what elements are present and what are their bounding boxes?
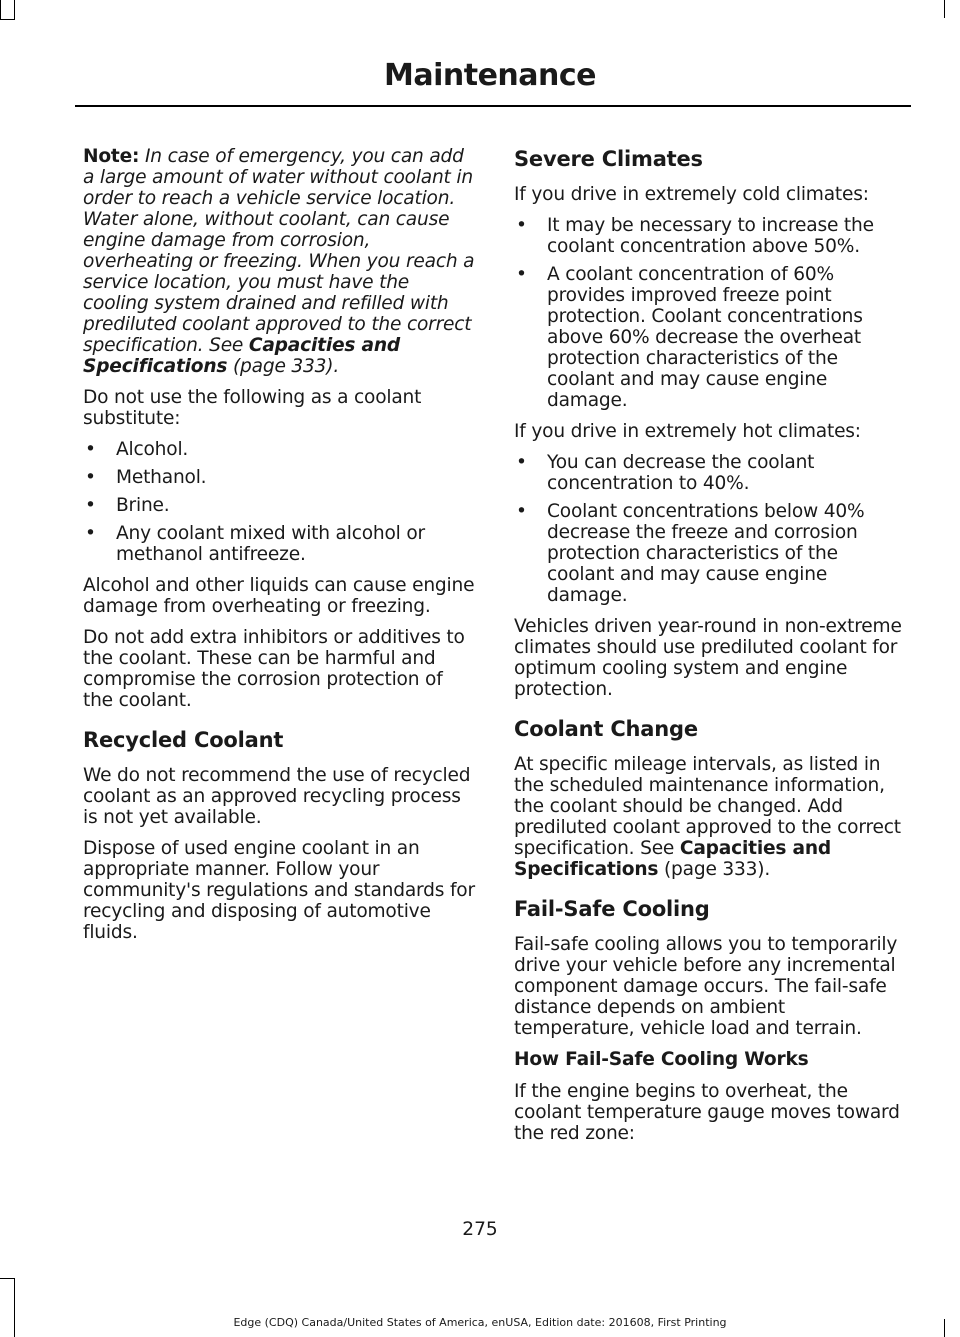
change-paragraph bbox=[514, 754, 906, 880]
hot-list bbox=[514, 452, 906, 606]
list-item: • Any coolant mixed with alcohol or methanol antifreeze. bbox=[83, 523, 475, 565]
list-item: • Coolant concentrations below 40% decrease the freeze and corrosion protection characteristics of the coolant and may cause engine damage. bbox=[514, 501, 906, 606]
right-column bbox=[514, 146, 906, 1154]
dispose-paragraph: Dispose of used engine coolant in an appropriate manner. Follow your community's regulations and standards for recycling and disposing of automotive fluids. bbox=[83, 838, 475, 943]
list-item: • A coolant concentration of 60% provides improved freeze point protection. Coolant concentrations above 60% decrease the overheat protection characteristics of the coolant and may cause engine damage. bbox=[514, 264, 906, 411]
severe-climates-heading: Severe Climates bbox=[514, 147, 703, 171]
substitute-intro: Do not use the following as a coolant substitute: bbox=[83, 387, 422, 429]
alcohol-paragraph: Alcohol and other liquids can cause engine damage from overheating or freezing. bbox=[83, 575, 475, 617]
hot-intro: If you drive in extremely hot climates: bbox=[514, 421, 861, 442]
page-title: Maintenance bbox=[383, 58, 596, 93]
crop-mark bbox=[0, 1278, 15, 1279]
left-column bbox=[83, 146, 475, 953]
fail-safe-paragraph: Fail-safe cooling allows you to temporarily drive your vehicle before any incremental component damage occurs. The fail-safe distance depends on ambient temperature, vehicle load and terrain. bbox=[514, 934, 898, 1039]
crop-mark bbox=[0, 0, 1, 20]
inhibitors-paragraph: Do not add extra inhibitors or additives to the coolant. These can be harmful and compromise the corrosion protection of the coolant. bbox=[83, 627, 465, 711]
note-label: Note: bbox=[83, 146, 140, 167]
capacities-link[interactable]: Capacities and Specifications bbox=[83, 335, 401, 377]
substitute-list bbox=[83, 439, 475, 565]
coolant-change-heading: Coolant Change bbox=[514, 717, 698, 741]
cold-list bbox=[514, 215, 906, 411]
list-item: • Brine. bbox=[83, 495, 475, 516]
change-text: At specific mileage intervals, as listed in the scheduled maintenance information, the coolant should be changed. Add prediluted coolant approved to the correct specification. See bbox=[514, 754, 901, 859]
header-divider bbox=[75, 105, 911, 107]
recycled-paragraph: We do not recommend the use of recycled coolant as an approved recycling process is not yet available. bbox=[83, 765, 471, 828]
list-item: • Methanol. bbox=[83, 467, 475, 488]
list-item: • Alcohol. bbox=[83, 439, 475, 460]
capacities-link[interactable]: Capacities and Specifications bbox=[514, 838, 832, 880]
cold-intro: If you drive in extremely cold climates: bbox=[514, 184, 869, 205]
change-page-ref: (page 333). bbox=[664, 859, 771, 880]
how-fail-safe-heading: How Fail-Safe Cooling Works bbox=[514, 1049, 809, 1070]
vehicles-paragraph: Vehicles driven year-round in non-extreme climates should use prediluted coolant for optimum cooling system and engine protection. bbox=[514, 616, 902, 700]
fail-safe-heading: Fail-Safe Cooling bbox=[514, 897, 710, 921]
crop-mark bbox=[14, 0, 15, 20]
crop-mark bbox=[0, 19, 15, 20]
list-item: • It may be necessary to increase the coolant concentration above 50%. bbox=[514, 215, 906, 257]
how-paragraph: If the engine begins to overheat, the coolant temperature gauge moves toward the red zone: bbox=[514, 1081, 900, 1144]
recycled-coolant-heading: Recycled Coolant bbox=[83, 728, 284, 752]
list-item: • You can decrease the coolant concentration to 40%. bbox=[514, 452, 906, 494]
note-text: In case of emergency, you can add a large amount of water without coolant in order to reach a vehicle service location. Water alone, without coolant, can cause engine damage from corrosion, overheating or freezing. When you reach a service location, you must have the cooling system drained and refilled with prediluted coolant approved to the correct specification. See bbox=[83, 146, 475, 356]
note-page-ref: (page 333). bbox=[233, 356, 340, 377]
footer-text: Edge (CDQ) Canada/United States of America, enUSA, Edition date: 201608, First Printing bbox=[233, 1316, 727, 1329]
page-number: 275 bbox=[462, 1219, 498, 1240]
crop-mark bbox=[944, 0, 945, 18]
note-paragraph bbox=[83, 146, 475, 377]
